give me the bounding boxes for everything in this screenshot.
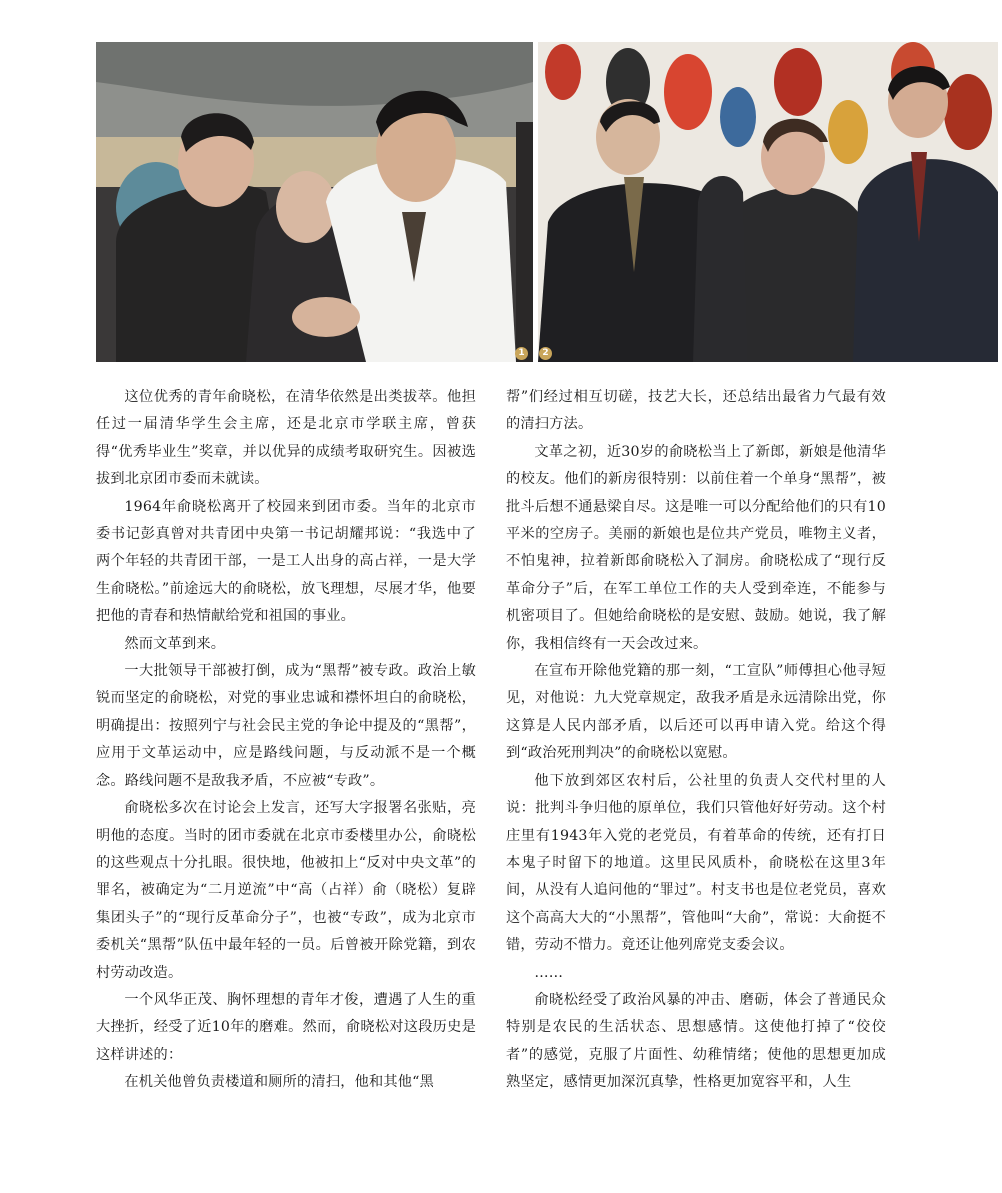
- paragraph: 1964年俞晓松离开了校园来到团市委。当年的北京市委书记彭真曾对共青团中央第一书记胡耀邦说：“我选中了两个年轻的共青团干部，一是工人出身的高占祥，一是大学生俞晓松。”前途远大的俞晓松，放飞理想，尽展才华，他要把他的青春和热情献给党和祖国的事业。: [96, 498, 476, 625]
- paragraph: 在宣布开除他党籍的那一刻，“工宣队”师傅担心他寻短见，对他说：九大党章规定，敌我矛盾是永远清除出党，你这算是人民内部矛盾，以后还可以再申请入党。给这个得到“政治死刑判决”的俞晓松以宽慰。: [506, 663, 886, 762]
- paragraph: 文革之初，近30岁的俞晓松当上了新郎，新娘是他清华的校友。他们的新房很特别：以前住着一个单身“黑帮”，被批斗后想不通悬梁自尽。这是唯一可以分配给他们的只有10平米的空房子。美丽的新娘也是位共产党员，唯物主义者，不怕鬼神，拉着新郎俞晓松入了洞房。俞晓松成了“现行反革命分子”后，在军工单位工作的夫人受到牵连，不能参与机密项目了。但她给俞晓松的是安慰、鼓励。她说，我了解你，我相信终有一天会改过来。: [506, 443, 886, 652]
- photo-number-badge-1: 1: [515, 347, 528, 360]
- photo-airport-handshake: [96, 42, 533, 362]
- paragraph: 俞晓松经受了政治风暴的冲击、磨砺，体会了普通民众特别是农民的生活状态、思想感情。这使他打掉了“佼佼者”的感觉，克服了片面性、幼稚情绪；使他的思想更加成熟坚定，感情更加深沉真挚，性格更加宽容平和，人生: [506, 991, 886, 1091]
- paragraph: 然而文革到来。: [124, 635, 226, 652]
- paragraph: 这位优秀的青年俞晓松，在清华依然是出类拔萃。他担任过一届清华学生会主席，还是北京市学联主席，曾获得“优秀毕业生”奖章，并以优异的成绩考取研究生。因被选拔到北京团市委而未就读。: [96, 389, 476, 488]
- article-column-right: [506, 384, 886, 1097]
- paragraph-continuation: 帮”们经过相互切磋，技艺大长，还总结出最省力气最有效的清扫方法。: [506, 389, 886, 433]
- paragraph: 一个风华正茂、胸怀理想的青年才俊，遭遇了人生的重大挫折，经受了近10年的磨难。然而，俞晓松对这段历史是这样讲述的：: [96, 991, 476, 1063]
- article-column-left: [96, 384, 476, 1097]
- photo-opera-masks: [538, 42, 998, 362]
- paragraph: 一大批领导干部被打倒，成为“黑帮”被专政。政治上敏锐而坚定的俞晓松，对党的事业忠诚和襟怀坦白的俞晓松，明确提出：按照列宁与社会民主党的争论中提及的“黑帮”，应用于文革运动中，应是路线问题，与反动派不是一个概念。路线问题不是敌我矛盾，不应被“专政”。: [96, 663, 476, 789]
- photo-number-badge-2: 2: [539, 347, 552, 360]
- ellipsis-separator: ……: [534, 964, 564, 981]
- paragraph: 在机关他曾负责楼道和厕所的清扫，他和其他“黑: [124, 1074, 434, 1091]
- paragraph: 俞晓松多次在讨论会上发言，还写大字报署名张贴，亮明他的态度。当时的团市委就在北京市委楼里办公，俞晓松的这些观点十分扎眼。很快地，他被扣上“反对中央文革”的罪名，被确定为“二月逆流”中“高（占祥）俞（晓松）复辟集团头子”的“现行反革命分子”，也被“专政”，成为北京市委机关“黑帮”队伍中最年轻的一员。后曾被开除党籍，到农村劳动改造。: [96, 800, 476, 981]
- paragraph: 他下放到郊区农村后，公社里的负责人交代村里的人说：批判斗争归他的原单位，我们只管他好好劳动。这个村庄里有1943年入党的老党员，有着革命的传统，还有打日本鬼子时留下的地道。这里民风质朴，俞晓松在这里3年间，从没有人追问他的“罪过”。村支书也是位老党员，喜欢这个高高大大的“小黑帮”，管他叫“大俞”，常说：大俞挺不错，劳动不惜力。竟还让他列席党支委会议。: [506, 772, 886, 954]
